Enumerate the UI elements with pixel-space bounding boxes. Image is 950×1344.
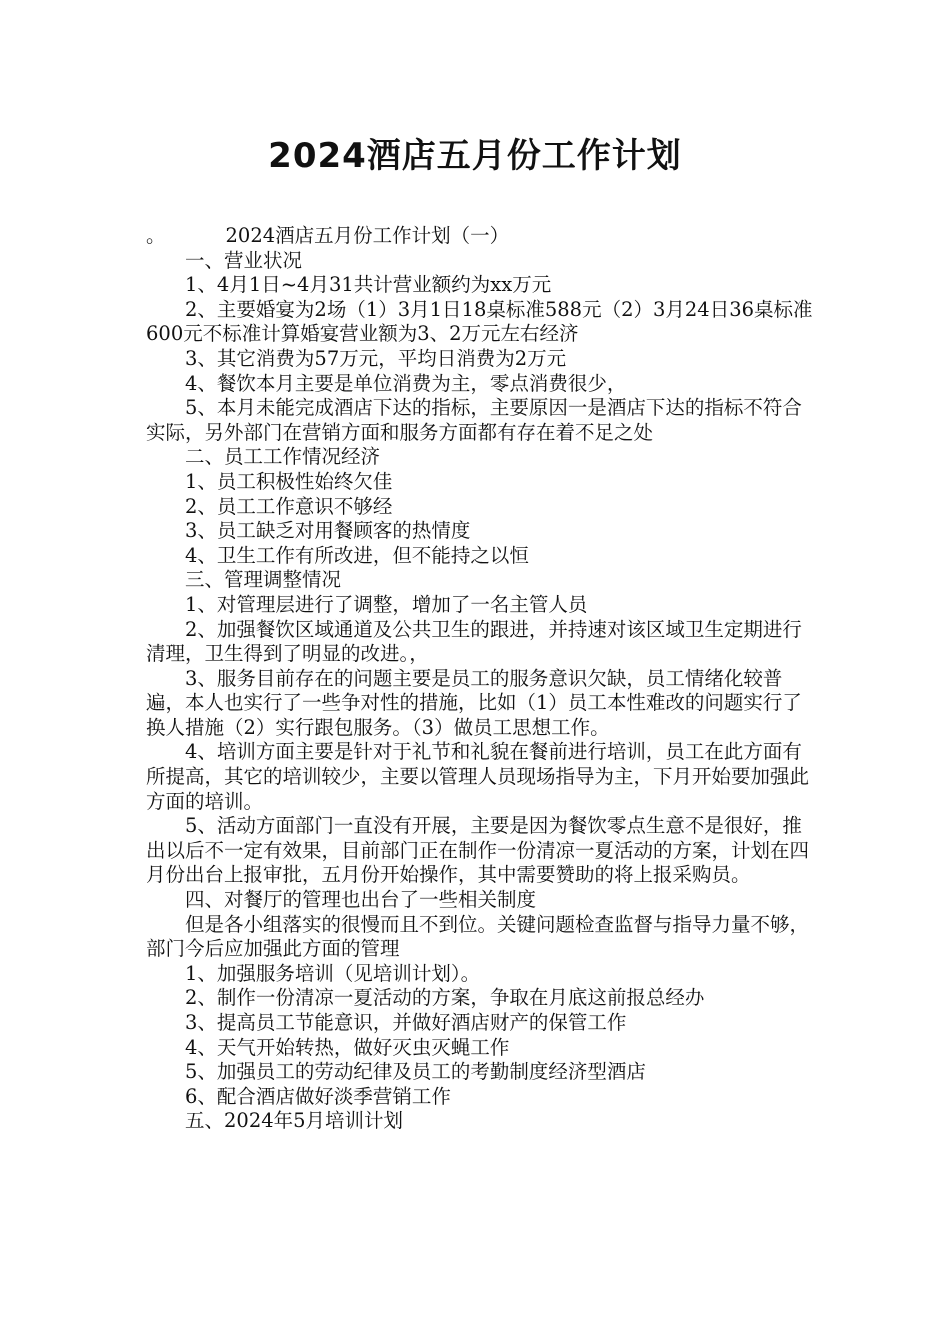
paragraph: 但是各小组落实的很慢而且不到位。关键问题检查监督与指导力量不够，部门今后应加强此方面的管理 <box>146 912 810 961</box>
paragraph: 1、加强服务培训（见培训计划）。 <box>185 961 481 985</box>
paragraph: 5、活动方面部门一直没有开展，主要是因为餐饮零点生意不是很好，推出以后不一定有效果，目前部门正在制作一份清凉一夏活动的方案，计划在四月份出台上报审批，五月份开始操作，其中需要赞助的将上报采购员。 <box>146 814 810 887</box>
paragraph: 5、加强员工的劳动纪律及员工的考勤制度经济型酒店 <box>185 1060 646 1084</box>
paragraph: 一、营业状况 <box>185 248 303 272</box>
paragraph: 5、本月未能完成酒店下达的指标，主要原因一是酒店下达的指标不符合实际，另外部门在营销方面和服务方面都有存在着不足之处 <box>146 396 802 444</box>
paragraph: 3、其它消费为57万元，平均日消费为2万元 <box>185 346 567 370</box>
paragraph: 4、餐饮本月主要是单位消费为主，零点消费很少， <box>185 371 627 395</box>
paragraph: 2、主要婚宴为2场（1）3月1日18桌标准588元（2）3月24日36桌标准600元不标准计算婚宴营业额为3、2万元左右经济 <box>146 297 813 346</box>
paragraph: 3、员工缺乏对用餐顾客的热情度 <box>185 519 471 543</box>
document-title: 2024酒店五月份工作计划 <box>268 136 682 176</box>
paragraph: 4、培训方面主要是针对于礼节和礼貌在餐前进行培训，员工在此方面有所提高，其它的培训较少，主要以管理人员现场指导为主，下月开始要加强此方面的培训。 <box>146 740 810 813</box>
paragraph: 6、配合酒店做好淡季营销工作 <box>185 1084 451 1108</box>
paragraph: 3、服务目前存在的问题主要是员工的服务意识欠缺，员工情绪化较普遍，本人也实行了一些争对性的措施，比如（1）员工本性难改的问题实行了换人措施（2）实行跟包服务。（3）做员工思想工作。 <box>146 666 802 739</box>
paragraph: 1、员工积极性始终欠佳 <box>185 469 393 493</box>
paragraph: 五、2024年5月培训计划 <box>185 1109 404 1133</box>
paragraph: 2、员工工作意识不够经 <box>185 494 393 518</box>
paragraph: 四、对餐厅的管理也出台了一些相关制度 <box>185 888 537 912</box>
paragraph: 二、员工工作情况经济 <box>185 445 381 469</box>
paragraph: 1、对管理层进行了调整，增加了一名主管人员 <box>185 592 588 616</box>
paragraph: 2、加强餐饮区域通道及公共卫生的跟进，并持速对该区域卫生定期进行清理，卫生得到了明显的改进。， <box>146 617 802 666</box>
document-body <box>146 224 814 1134</box>
paragraph: 3、提高员工节能意识，并做好酒店财产的保管工作 <box>185 1011 627 1034</box>
lead-text: 2024酒店五月份工作计划（一） <box>225 224 510 247</box>
lead-bullet: 。 <box>146 224 166 247</box>
lead-paragraph <box>146 224 814 249</box>
paragraph: 4、卫生工作有所改进，但不能持之以恒 <box>185 543 529 567</box>
paragraph: 三、管理调整情况 <box>185 568 342 592</box>
paragraph: 4、天气开始转热，做好灭虫灭蝇工作 <box>185 1035 510 1059</box>
paragraph: 2、制作一份清凉一夏活动的方案，争取在月底这前报总经办 <box>185 986 705 1010</box>
paragraph: 1、4月1日~4月31共计营业额约为xx万元 <box>185 273 552 297</box>
